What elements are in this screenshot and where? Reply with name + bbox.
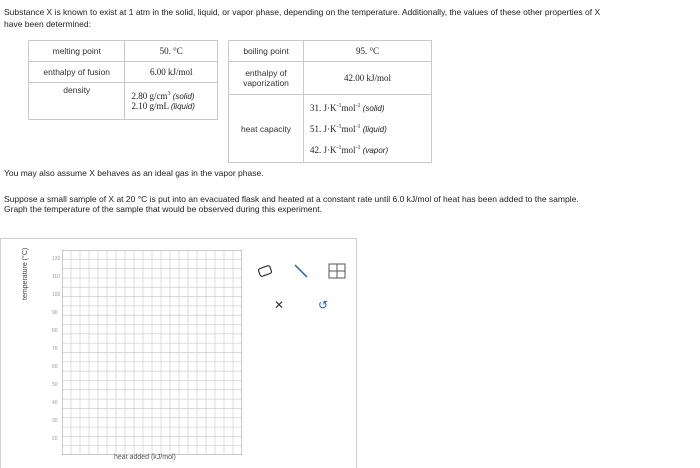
y-tick-label: 100: [52, 292, 61, 298]
left-properties-table: [28, 40, 218, 120]
y-tick-label: 90: [52, 310, 58, 316]
y-tick-label: 120: [52, 256, 61, 262]
fusion-label: enthalpy of fusion: [29, 62, 125, 83]
y-tick-label: 40: [52, 400, 58, 406]
heat-capacity-values: 31. $J\cdot K^{-1}mol^{-1}$ (solid) 51. $J\cdot K^{-1}mol^{-1}$ (liquid) 42. $J\cdot K^{-1}mol^{-1}$ (vapor): [304, 95, 432, 163]
melting-point-label: melting point: [29, 41, 125, 62]
heat-capacity-label: heat capacity: [229, 95, 304, 163]
clear-icon[interactable]: ✕: [273, 298, 285, 312]
y-tick-label: 70: [52, 346, 58, 352]
y-tick-label: 50: [52, 382, 58, 388]
ideal-gas-note: You may also assume X behaves as an ideal gas in the vapor phase.: [4, 168, 264, 178]
problem-statement: Suppose a small sample of X at 20 °C is put into an evacuated flask and heated at a constant rate until 6.0 kJ/mol of heat has been added to the sample.: [4, 194, 579, 204]
grid-icon[interactable]: [328, 262, 346, 280]
right-properties-table: [228, 40, 432, 163]
boiling-point-label: boiling point: [229, 41, 304, 62]
density-label: density: [29, 83, 125, 120]
graph-grid[interactable]: [62, 250, 242, 455]
eraser-icon[interactable]: [256, 262, 274, 280]
boiling-point-value: 95. °C: [304, 41, 432, 62]
drawing-tools: [252, 258, 352, 322]
fusion-value: 6.00 kJ/mol: [125, 62, 218, 83]
intro-line-2: have been determined:: [4, 19, 91, 29]
x-axis-label: heat added (kJ/mol): [114, 454, 176, 461]
y-tick-label: 60: [52, 364, 58, 370]
intro-text: [4, 6, 694, 30]
y-tick-label: 110: [52, 274, 60, 280]
density-values: 2.80 $g/cm^3$ (solid) 2.10 g/mL (liquid): [125, 83, 218, 120]
y-tick-label: 80: [52, 328, 58, 334]
melting-point-value: 50. °C: [125, 41, 218, 62]
intro-line-1: Substance X is known to exist at 1 atm in the solid, liquid, or vapor phase, depending on the temperature. Additionally, the values of these other properties of X: [4, 7, 601, 17]
vaporization-label: enthalpy of vaporization: [229, 62, 304, 95]
vaporization-value: 42.00 kJ/mol: [304, 62, 432, 95]
y-tick-label: 20: [52, 436, 58, 442]
line-tool-icon[interactable]: [292, 262, 310, 280]
graph-instruction: Graph the temperature of the sample that would be observed during this experiment.: [4, 204, 322, 214]
y-axis-label: temperature (°C): [22, 247, 29, 300]
undo-icon[interactable]: ↺: [317, 298, 329, 312]
y-tick-label: 30: [52, 418, 58, 424]
